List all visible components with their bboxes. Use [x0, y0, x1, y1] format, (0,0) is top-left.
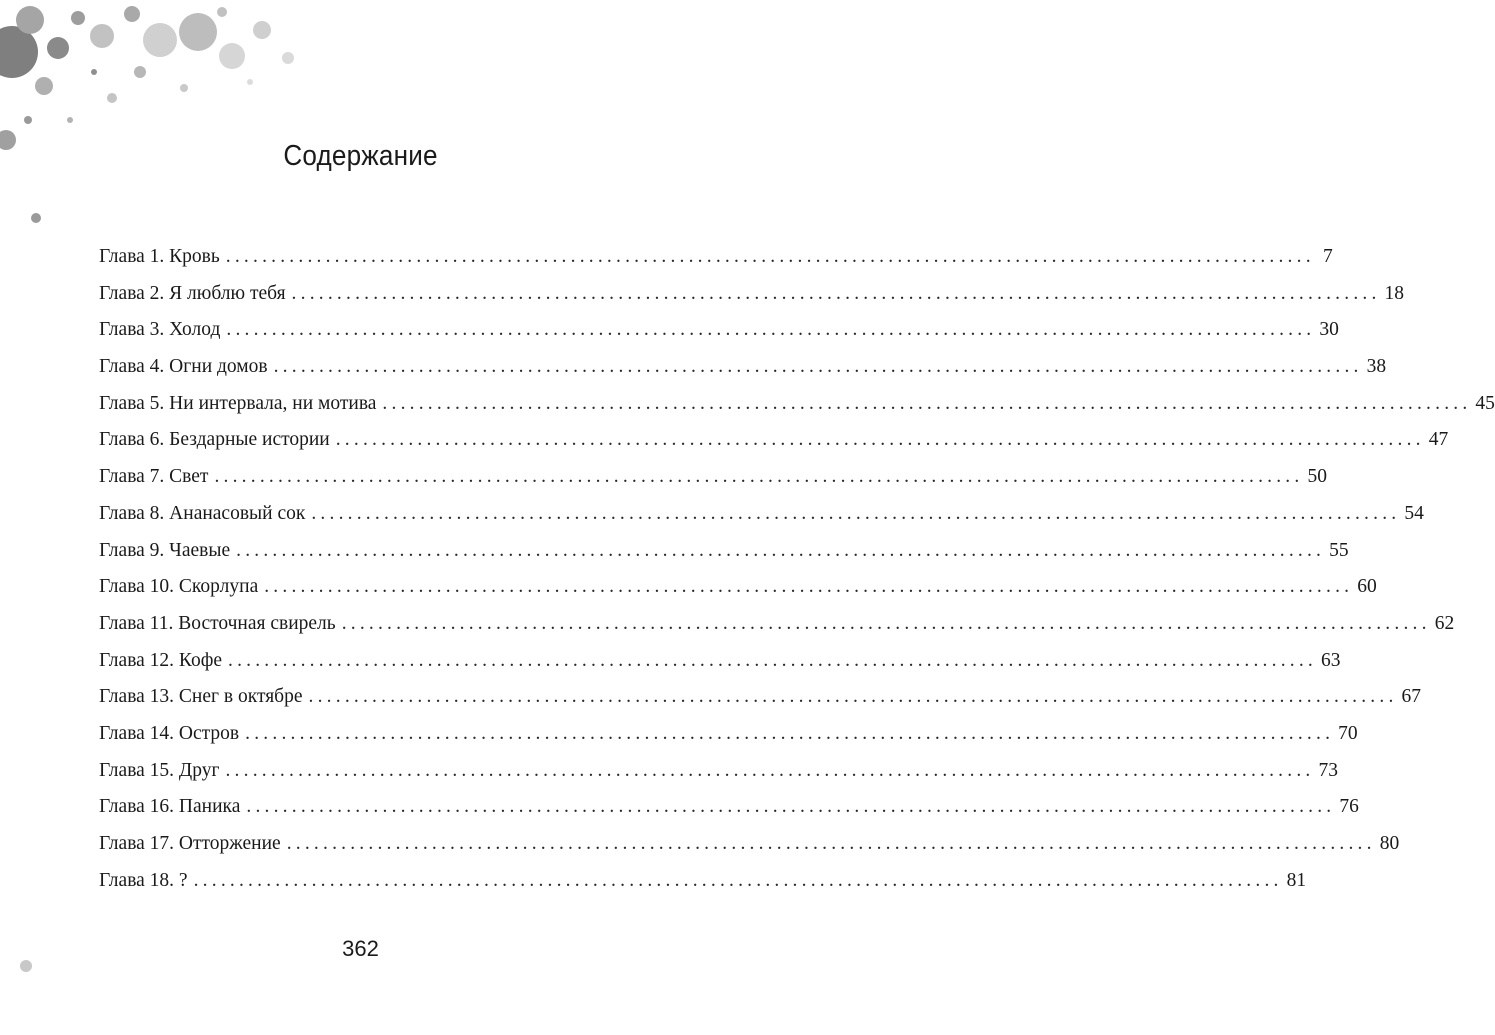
- toc-entry: [99, 609, 1455, 646]
- toc-leader-dots: ........................................................................................................................: [228, 649, 1317, 671]
- toc-entry-page: 54: [1404, 502, 1424, 524]
- toc-entry-label: Глава 11. Восточная свирель: [99, 612, 336, 634]
- toc-entry-page: 7: [1323, 246, 1333, 267]
- toc-entry-page: 76: [1339, 796, 1359, 818]
- toc-entry-label: Глава 10. Скорлупа: [99, 576, 259, 598]
- toc-leader-dots: ........................................................................................................................: [245, 722, 1335, 744]
- toc-entry: [99, 389, 1495, 426]
- toc-entry: [99, 646, 1341, 683]
- toc-entry-label: Глава 15. Друг: [99, 759, 220, 781]
- toc-entry: [99, 866, 1307, 903]
- toc-entry-page: 30: [1319, 319, 1339, 341]
- toc-leader-dots: ........................................................................................................................: [236, 539, 1326, 561]
- toc-entry-page: 73: [1318, 759, 1338, 781]
- toc-entry-page: 62: [1434, 612, 1455, 634]
- toc-entry-label: Глава 8. Ананасовый сок: [99, 502, 306, 524]
- toc-leader-dots: ........................................................................................................................: [382, 392, 1472, 414]
- toc-entry-page: 80: [1379, 833, 1400, 854]
- toc-leader-dots: ........................................................................................................................: [286, 833, 1376, 854]
- toc-entry: [99, 279, 1405, 316]
- toc-entry-page: 18: [1384, 282, 1405, 304]
- toc-entry: [99, 682, 1422, 719]
- toc-entry-page: 60: [1357, 576, 1377, 598]
- toc-leader-dots: ........................................................................................................................: [193, 869, 1283, 891]
- toc-entry: [99, 536, 1349, 573]
- toc-leader-dots: ........................................................................................................................: [246, 796, 1336, 818]
- ink-dot-decoration: [0, 0, 40, 1035]
- ink-splash-decoration: [0, 0, 330, 240]
- toc-leader-dots: ........................................................................................................................: [225, 759, 1315, 781]
- table-of-contents: [99, 242, 1495, 902]
- toc-entry-page: 81: [1286, 869, 1307, 891]
- toc-entry-label: Глава 18. ?: [99, 869, 188, 891]
- toc-entry-page: 47: [1428, 429, 1449, 451]
- toc-leader-dots: ........................................................................................................................: [311, 502, 1401, 524]
- toc-entry: [99, 352, 1387, 389]
- toc-entry-label: Глава 4. Огни домов: [99, 356, 268, 378]
- page-number: 362: [342, 936, 379, 961]
- toc-leader-dots: ........................................................................................................................: [335, 429, 1425, 451]
- toc-entry-label: Глава 9. Чаевые: [99, 539, 231, 561]
- toc-leader-dots: ........................................................................................................................: [273, 356, 1363, 378]
- toc-entry-page: 70: [1338, 722, 1358, 744]
- toc-entry-label: Глава 7. Свет: [99, 466, 209, 488]
- toc-entry-label: Глава 2. Я люблю тебя: [99, 282, 286, 304]
- toc-leader-dots: ........................................................................................................................: [225, 246, 1315, 267]
- toc-entry-label: Глава 16. Паника: [99, 796, 241, 818]
- toc-leader-dots: ........................................................................................................................: [308, 686, 1398, 708]
- toc-entry: [99, 242, 1333, 279]
- toc-entry: [99, 315, 1339, 352]
- toc-leader-dots: ........................................................................................................................: [226, 319, 1316, 341]
- toc-entry-label: Глава 12. Кофе: [99, 649, 222, 671]
- toc-leader-dots: ........................................................................................................................: [264, 576, 1354, 598]
- toc-entry: [99, 499, 1424, 536]
- toc-entry: [99, 572, 1377, 609]
- toc-entry: [99, 792, 1359, 829]
- toc-entry-label: Глава 5. Ни интервала, ни мотива: [99, 392, 377, 414]
- toc-entry-page: 45: [1475, 392, 1495, 414]
- toc-entry-label: Глава 13. Снег в октябре: [99, 686, 303, 708]
- page-title: Содержание: [283, 140, 438, 172]
- toc-entry: [99, 719, 1358, 756]
- toc-entry: [99, 756, 1338, 793]
- toc-entry-label: Глава 1. Кровь: [99, 246, 220, 267]
- toc-entry: [99, 829, 1400, 866]
- toc-entry-label: Глава 17. Отторжение: [99, 833, 281, 854]
- toc-entry: [99, 462, 1327, 499]
- toc-entry-label: Глава 6. Бездарные истории: [99, 429, 330, 451]
- toc-entry-page: 38: [1366, 356, 1387, 378]
- toc-entry: [99, 425, 1449, 462]
- toc-entry-page: 63: [1321, 649, 1341, 671]
- toc-entry-label: Глава 14. Остров: [99, 722, 240, 744]
- toc-entry-page: 67: [1401, 686, 1422, 708]
- toc-leader-dots: ........................................................................................................................: [291, 282, 1381, 304]
- toc-leader-dots: ........................................................................................................................: [341, 612, 1431, 634]
- toc-entry-page: 55: [1329, 539, 1349, 561]
- toc-entry-label: Глава 3. Холод: [99, 319, 221, 341]
- toc-entry-page: 50: [1307, 466, 1327, 488]
- toc-leader-dots: ........................................................................................................................: [214, 466, 1304, 488]
